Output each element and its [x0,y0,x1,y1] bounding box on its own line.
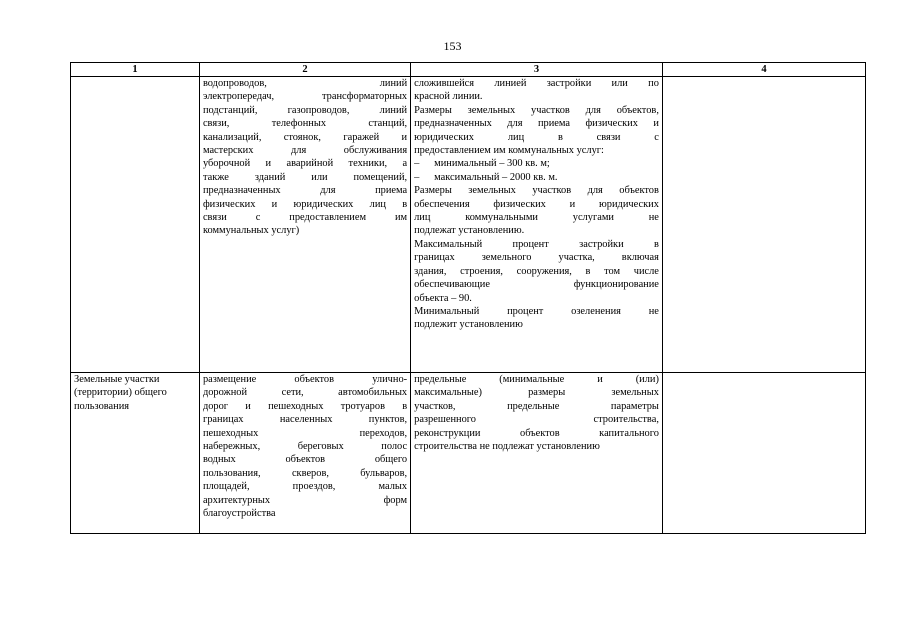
row2-col4-cell [662,373,865,534]
row1-col3-cell [411,77,663,373]
text-line: водопроводов, линий [202,78,408,89]
text-line: Размеры земельных участков для объектов [414,185,659,197]
text-line: архитектурных форм [202,494,408,506]
text-line: реконструкции объектов капитального [414,427,659,439]
text-line: красной линии. [414,91,483,103]
text-line: связи с предоставлением им [202,212,408,224]
row1-col2-cell [199,77,410,373]
text-line: подстанций, газопроводов, линий [202,104,408,116]
text-line: физических и юридических лиц в [202,198,408,210]
header-col-3: 3 [411,63,663,77]
row1-col1-cell [71,77,200,373]
table-row [71,77,866,373]
dash-bullet: – [414,171,420,183]
text-line: максимальные) размеры земельных [414,387,659,399]
text-line: пешеходных переходов, [202,427,408,439]
text-line: предназначенных для приема [202,185,408,197]
text-line: дорог и пешеходных тротуаров в [202,400,408,412]
text-line: границах населенных пунктов, [202,414,408,426]
row1-col4-cell [662,77,865,373]
list-item-text: максимальный – 2000 кв. м. [434,171,558,183]
list-item [414,157,659,170]
row2-col3-cell [411,373,663,534]
row2-col2-cell [199,373,410,534]
text-line: дорожной сети, автомобильных [202,387,408,399]
text-line: предельные (минимальные и (или) [414,374,659,385]
text-line: предназначенных для приема физических и [414,118,659,130]
text-line: также зданий или помещений, [202,171,408,183]
header-col-4: 4 [662,63,865,77]
table-header-row [71,63,866,77]
text-line: лиц коммунальными услугами не [414,212,659,224]
text-line: водных объектов общего [202,454,408,466]
text-line: размещение объектов улично- [202,374,408,385]
header-col-2: 2 [199,63,410,77]
list-item-text: минимальный – 300 кв. м; [434,158,550,170]
text-line: строительства не подлежат установлению [414,441,600,453]
text-line: здания, строения, сооружения, в том числе [414,265,659,277]
text-line: разрешенного строительства, [414,414,659,426]
text-line: пользования, скверов, бульваров, [202,467,408,479]
zoning-table [70,62,866,534]
header-col-1: 1 [71,63,200,77]
text-line: границах земельного участка, включая [414,252,659,264]
text-line: участков, предельные параметры [414,400,659,412]
text-line: коммунальных услуг) [202,225,300,237]
text-line: объекта – 90. [414,292,472,304]
text-line: Максимальный процент застройки в [414,238,659,250]
text-line: предоставлением им коммунальных услуг: [414,145,604,157]
list-item [414,171,659,184]
text-line: подлежит установлению [414,319,523,331]
text-line: юридических лиц в связи с [414,131,659,143]
text-line: набережных, береговых полос [202,441,408,453]
page-number: 153 [443,39,462,53]
text-line: уборочной и аварийной техники, а [202,158,408,170]
text-line: подлежат установлению. [414,225,525,237]
text-line: благоустройства [202,508,276,520]
text-line: площадей, проездов, малых [202,481,408,493]
row2-col1-cell: Земельные участки (территории) общего пользования [71,373,200,534]
text-line: электропередач, трансформаторных [202,91,408,103]
text-line: обеспечения физических и юридических [414,198,659,210]
table-row [71,373,866,534]
text-line: канализаций, стоянок, гаражей и [202,131,408,143]
text-line: мастерских для обслуживания [202,145,408,157]
text-line: связи, телефонных станций, [202,118,408,130]
text-line: Размеры земельных участков для объектов, [414,104,659,116]
text-line: сложившейся линией застройки или по [414,78,659,89]
dash-bullet: – [414,158,420,170]
text-line: Минимальный процент озеленения не [414,305,659,317]
text-line: обеспечивающие функционирование [414,279,659,291]
